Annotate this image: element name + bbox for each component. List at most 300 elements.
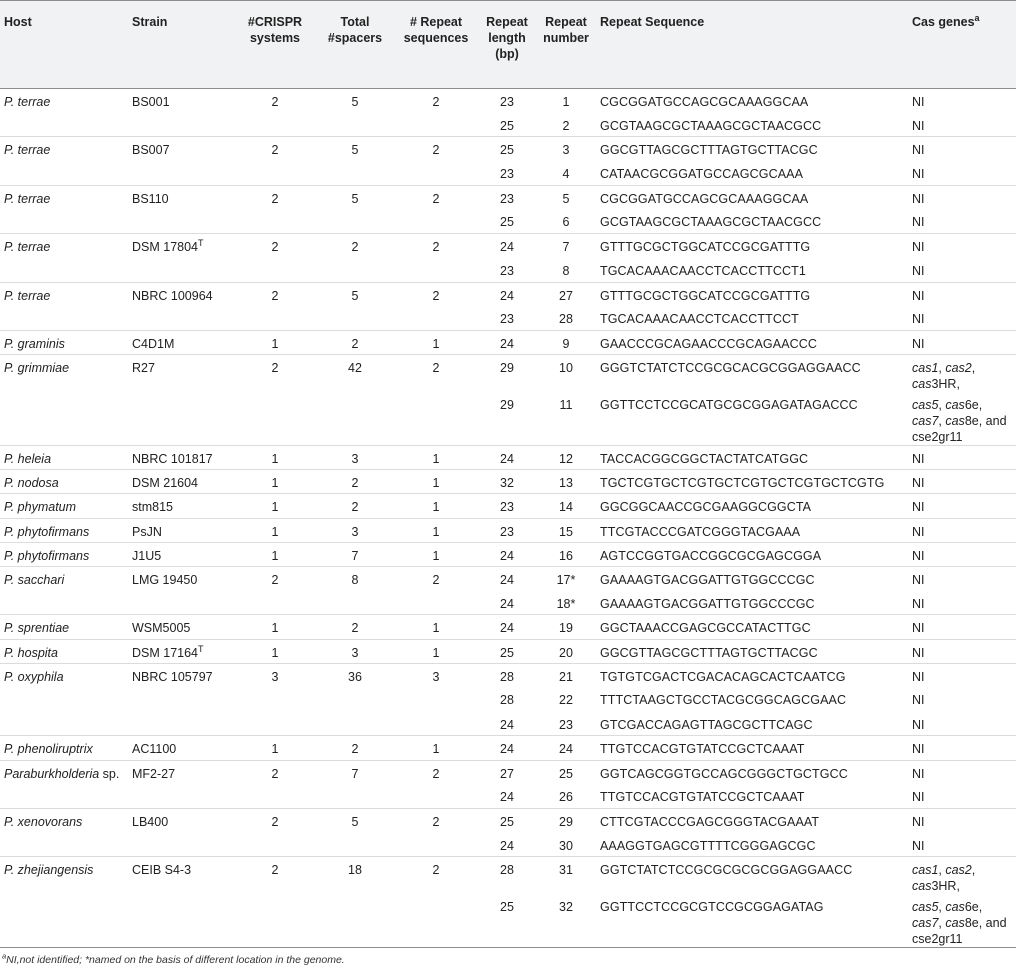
cell-repeat-sequence: TGCACAAACAACCTCACCTTCCT	[600, 312, 799, 327]
cell-strain	[128, 542, 234, 566]
cell-host	[0, 567, 128, 591]
cell-strain	[128, 355, 234, 393]
cell-repeat-number: 23	[559, 717, 573, 732]
cell-strain	[128, 185, 234, 209]
cell-repeat-sequence: TACCACGGCGGCTACTATCATGGC	[596, 446, 908, 470]
strain-name: LMG 19450	[132, 573, 198, 587]
strain-name: DSM 17164	[132, 645, 199, 660]
header-cas-genes	[908, 1, 1016, 89]
host-name: P. sacchari	[4, 573, 65, 587]
cell-crispr-systems: 1	[234, 542, 316, 566]
cell-strain	[128, 470, 234, 494]
cell-empty	[394, 687, 478, 711]
cell-repeat-sequence: GGCGTTAGCGCTTTAGTGCTTACGC	[596, 639, 908, 663]
header-cas-genes-sup: a	[974, 12, 980, 23]
table-bottom-rule	[0, 947, 1016, 948]
cell-empty	[128, 161, 234, 185]
cell-crispr-systems: 3	[234, 663, 316, 687]
cell-total-spacers: 2	[316, 736, 394, 760]
cell-cas-genes: NI	[908, 615, 1016, 639]
table-body	[0, 89, 1016, 948]
cell-total-spacers: 7	[316, 760, 394, 784]
table-row	[0, 161, 1016, 185]
cell-crispr-systems: 1	[234, 446, 316, 470]
table-footnote	[2, 951, 345, 966]
table-row	[0, 591, 1016, 615]
cell-cas-genes: NI	[912, 95, 925, 109]
cell-empty	[128, 258, 234, 282]
strain-name: DSM 17804	[132, 240, 199, 255]
cell-repeat-sequences: 2	[394, 355, 478, 393]
cell-strain	[128, 615, 234, 639]
cell-host	[0, 330, 128, 354]
cell-empty	[234, 784, 316, 808]
cell-repeat-number: 10	[536, 355, 596, 393]
host-name: P. hospita	[4, 645, 58, 660]
cell-repeat-sequences: 1	[394, 639, 478, 663]
strain-name: J1U5	[132, 548, 162, 563]
footnote-sup: a	[2, 951, 7, 961]
cell-repeat-number: 13	[536, 470, 596, 494]
cell-repeat-sequence: TGTGTCGACTCGACACAGCACTCAATCG	[596, 663, 908, 687]
cell-strain	[128, 137, 234, 161]
cell-repeat-sequence: GGTCTATCTCCGCGCGCGCGGAGGAACC	[596, 857, 908, 895]
cell-repeat-length: 28	[500, 693, 514, 708]
cell-repeat-number: 27	[536, 282, 596, 306]
cell-repeat-sequences: 1	[394, 518, 478, 542]
cell-crispr-systems: 1	[234, 470, 316, 494]
cell-cas-genes: NI	[912, 167, 925, 182]
cell-empty	[0, 712, 128, 736]
cell-repeat-sequence: GGCGGCAACCGCGAAGGCGGCTA	[596, 494, 908, 518]
cell-repeat-length: 24	[478, 567, 536, 591]
cell-total-spacers: 2	[316, 470, 394, 494]
table-row	[0, 470, 1016, 494]
strain-type-sup: T	[198, 643, 204, 654]
cell-total-spacers: 8	[316, 567, 394, 591]
table-row	[0, 306, 1016, 330]
strain-name: LB400	[132, 814, 169, 829]
cell-crispr-systems: 1	[234, 330, 316, 354]
table-row	[0, 808, 1016, 832]
cell-repeat-length: 24	[500, 717, 514, 732]
strain-name: AC1100	[132, 742, 177, 757]
table-row	[0, 113, 1016, 137]
strain-name: DSM 21604	[132, 476, 199, 491]
cell-cas-genes: NI	[912, 263, 925, 278]
cell-empty	[316, 209, 394, 233]
strain-name: NBRC 105797	[132, 669, 213, 684]
cell-crispr-systems: 2	[234, 808, 316, 832]
cell-crispr-systems: 2	[234, 760, 316, 784]
cell-total-spacers: 3	[316, 518, 394, 542]
cell-repeat-length: 28	[478, 663, 536, 687]
cell-total-spacers: 5	[351, 95, 359, 109]
table-row	[0, 137, 1016, 161]
cell-repeat-sequence: CTTCGTACCCGAGCGGGTACGAAAT	[596, 808, 908, 832]
cell-total-spacers: 2	[316, 330, 394, 354]
table-row	[0, 567, 1016, 591]
cell-empty	[234, 113, 316, 137]
cell-strain	[128, 234, 234, 258]
cell-repeat-length: 24	[500, 838, 514, 853]
cell-repeat-number: 6	[562, 215, 570, 230]
cell-repeat-number: 4	[562, 167, 570, 182]
header-repeat-sequence: Repeat Sequence	[596, 1, 908, 89]
cell-strain	[128, 330, 234, 354]
host-name: P. grimmiae	[4, 361, 70, 376]
cell-repeat-sequence: TTGTCCACGTGTATCCGCTCAAAT	[596, 736, 908, 760]
cell-repeat-sequence: AAAGGTGAGCGTTTTCGGGAGCGC	[600, 838, 816, 853]
cell-cas-genes: NI	[908, 234, 1016, 258]
cell-cas-genes: NI	[908, 518, 1016, 542]
cell-repeat-length: 24	[500, 790, 514, 805]
cell-host	[0, 234, 128, 258]
table-header	[0, 1, 1016, 89]
table-row	[0, 258, 1016, 282]
table-row	[0, 392, 1016, 446]
cell-host	[0, 639, 128, 663]
cell-empty	[128, 712, 234, 736]
cell-host	[0, 89, 128, 113]
cell-repeat-number: 8	[562, 263, 570, 278]
strain-name: BS007	[132, 143, 170, 158]
cell-repeat-length: 23	[478, 518, 536, 542]
cell-empty	[394, 833, 478, 857]
cell-empty	[394, 306, 478, 330]
cell-empty	[234, 687, 316, 711]
cell-crispr-systems: 1	[234, 615, 316, 639]
cell-repeat-sequence: TTGTCCACGTGTATCCGCTCAAAT	[600, 790, 805, 805]
cell-repeat-length: 27	[478, 760, 536, 784]
cell-cas-genes: NI	[908, 736, 1016, 760]
cell-crispr-systems: 1	[234, 518, 316, 542]
cell-empty	[0, 209, 128, 233]
host-name: P. zhejiangensis	[4, 863, 94, 878]
cell-strain	[128, 760, 234, 784]
cell-repeat-sequences: 2	[394, 234, 478, 258]
cell-crispr-systems: 1	[234, 736, 316, 760]
host-name: P. oxyphila	[4, 669, 64, 684]
table-row	[0, 89, 1016, 113]
cell-repeat-number: 9	[536, 330, 596, 354]
cell-empty	[128, 591, 234, 615]
cell-empty	[0, 687, 128, 711]
host-name: P. phytofirmans	[4, 524, 90, 539]
cell-strain	[128, 89, 234, 113]
cell-cas-genes: NI	[908, 567, 1016, 591]
cell-crispr-systems: 2	[234, 185, 316, 209]
table-row	[0, 833, 1016, 857]
cell-crispr-systems: 2	[271, 95, 279, 109]
cell-repeat-length: 23	[500, 263, 514, 278]
cell-repeat-length: 24	[500, 596, 514, 611]
cell-empty	[316, 712, 394, 736]
cell-host	[0, 137, 128, 161]
cell-repeat-number: 19	[536, 615, 596, 639]
cell-repeat-sequences: 2	[394, 760, 478, 784]
cell-repeat-number: 29	[536, 808, 596, 832]
cell-empty	[0, 392, 128, 446]
cell-empty	[234, 591, 316, 615]
cell-repeat-number: 14	[536, 494, 596, 518]
cell-repeat-length: 25	[500, 215, 514, 230]
cell-cas-genes: NI	[912, 693, 925, 708]
strain-name: stm815	[132, 500, 173, 515]
strain-name: MF2-27	[132, 766, 176, 781]
cell-repeat-number: 20	[536, 639, 596, 663]
cell-repeat-sequences: 1	[394, 470, 478, 494]
cell-empty	[234, 161, 316, 185]
cell-repeat-sequence: GGCGTTAGCGCTTTAGTGCTTACGC	[596, 137, 908, 161]
cell-strain	[128, 518, 234, 542]
cell-repeat-sequences: 1	[394, 446, 478, 470]
cell-empty	[316, 784, 394, 808]
cell-total-spacers: 5	[316, 185, 394, 209]
cell-crispr-systems: 2	[234, 282, 316, 306]
cell-empty	[234, 712, 316, 736]
cell-repeat-sequences: 1	[394, 736, 478, 760]
cell-repeat-length: 24	[478, 330, 536, 354]
header-repeat-number: Repeat number	[536, 1, 596, 89]
cell-repeat-length: 24	[478, 282, 536, 306]
strain-name: PsJN	[132, 524, 162, 539]
cell-crispr-systems: 1	[234, 494, 316, 518]
cell-repeat-length: 29	[500, 398, 514, 413]
cell-total-spacers: 3	[316, 639, 394, 663]
cell-repeat-sequences: 2	[394, 185, 478, 209]
cell-repeat-number: 30	[559, 838, 573, 853]
strain-name: BS001	[132, 95, 170, 109]
cell-repeat-number: 5	[536, 185, 596, 209]
cell-cas-genes: NI	[908, 446, 1016, 470]
cell-empty	[394, 784, 478, 808]
cell-strain	[128, 736, 234, 760]
cell-empty	[234, 306, 316, 330]
cell-repeat-length: 23	[500, 312, 514, 327]
cell-repeat-sequence: TGCACAAACAACCTCACCTTCCT1	[600, 263, 806, 278]
cell-crispr-systems: 2	[234, 234, 316, 258]
cell-repeat-sequence: GTTTGCGCTGGCATCCGCGATTTG	[596, 282, 908, 306]
cell-host	[0, 857, 128, 895]
cell-host	[0, 615, 128, 639]
cell-empty	[394, 258, 478, 282]
cell-empty	[0, 306, 128, 330]
cell-total-spacers: 5	[316, 808, 394, 832]
cell-repeat-sequence: GAACCCGCAGAACCCGCAGAACCC	[596, 330, 908, 354]
cell-empty	[234, 392, 316, 446]
host-name: P. heleia	[4, 452, 52, 467]
cell-repeat-length: 23	[478, 494, 536, 518]
cell-host	[0, 542, 128, 566]
table-row	[0, 494, 1016, 518]
cell-total-spacers: 36	[316, 663, 394, 687]
host-name: P. terrae	[4, 95, 51, 109]
table-row	[0, 639, 1016, 663]
cell-repeat-sequence: CGCGGATGCCAGCGCAAAGGCAA	[600, 95, 809, 109]
cell-strain	[128, 446, 234, 470]
cell-host	[0, 470, 128, 494]
host-name: Paraburkholderia	[4, 766, 100, 781]
table-row	[0, 542, 1016, 566]
cell-cas-genes: NI	[912, 312, 925, 327]
cell-cas-genes: NI	[912, 215, 925, 230]
cell-repeat-sequence: GGTTCCTCCGCGTCCGCGGAGATAG	[600, 900, 824, 915]
table-row	[0, 330, 1016, 354]
cell-repeat-sequence: GGCTAAACCGAGCGCCATACTTGC	[596, 615, 908, 639]
cell-host	[0, 518, 128, 542]
cell-cas-genes: NI	[908, 185, 1016, 209]
cell-empty	[128, 784, 234, 808]
cell-total-spacers: 2	[316, 234, 394, 258]
cell-empty	[128, 113, 234, 137]
cell-host	[0, 185, 128, 209]
cell-host	[0, 355, 128, 393]
cell-host	[0, 663, 128, 687]
cell-cas-genes: NI	[908, 494, 1016, 518]
cell-repeat-sequences: 2	[394, 857, 478, 895]
cell-crispr-systems: 2	[234, 137, 316, 161]
table-row	[0, 857, 1016, 895]
cell-repeat-number: 11	[559, 398, 573, 413]
table-row	[0, 760, 1016, 784]
cell-repeat-sequences: 2	[432, 95, 440, 109]
cell-crispr-systems: 2	[234, 857, 316, 895]
cell-host	[0, 736, 128, 760]
cell-cas-genes: cas1, cas2, cas3HR,	[908, 857, 1016, 895]
cell-empty	[128, 209, 234, 233]
header-repeat-length: Repeat length (bp)	[478, 1, 536, 89]
cell-repeat-number: 32	[559, 900, 573, 915]
cell-repeat-number: 25	[536, 760, 596, 784]
cell-host	[0, 808, 128, 832]
cell-repeat-length: 23	[500, 95, 514, 109]
cell-repeat-sequence: AGTCCGGTGACCGGCGCGAGCGGA	[596, 542, 908, 566]
cell-repeat-sequences: 2	[394, 567, 478, 591]
header-total-spacers: Total #spacers	[316, 1, 394, 89]
table-row	[0, 784, 1016, 808]
host-name: P. graminis	[4, 336, 65, 351]
cell-repeat-length: 24	[478, 736, 536, 760]
header-cas-genes-label: Cas genes	[912, 15, 975, 29]
cell-repeat-length: 25	[500, 900, 514, 915]
cell-host	[0, 760, 128, 784]
cell-repeat-length: 25	[478, 639, 536, 663]
cell-repeat-sequence: TGCTCGTGCTCGTGCTCGTGCTCGTGCTCGTG	[596, 470, 908, 494]
cell-host	[0, 446, 128, 470]
table-row	[0, 894, 1016, 947]
cell-empty	[316, 894, 394, 947]
host-name: P. phytofirmans	[4, 548, 90, 563]
cell-repeat-number: 12	[536, 446, 596, 470]
cell-empty	[394, 591, 478, 615]
cell-cas-genes: NI	[912, 717, 925, 732]
cell-empty	[394, 113, 478, 137]
strain-name: NBRC 101817	[132, 452, 213, 467]
cell-cas-genes: NI	[908, 470, 1016, 494]
cell-cas-genes: NI	[908, 808, 1016, 832]
cell-empty	[0, 113, 128, 137]
host-name: P. xenovorans	[4, 814, 83, 829]
host-name: P. terrae	[4, 143, 51, 158]
cell-repeat-number: 15	[536, 518, 596, 542]
cell-repeat-sequence: GAAAAGTGACGGATTGTGGCCCGC	[596, 567, 908, 591]
table-row	[0, 687, 1016, 711]
cell-total-spacers: 5	[316, 282, 394, 306]
cell-total-spacers: 42	[316, 355, 394, 393]
cell-cas-genes: cas5, cas6e, cas7, cas8e, and cse2gr11	[912, 900, 1007, 947]
cell-repeat-sequence: TTCGTACCCGATCGGGTACGAAA	[596, 518, 908, 542]
cell-strain	[128, 567, 234, 591]
cell-cas-genes: NI	[908, 760, 1016, 784]
header-repeat-sequences: # Repeat sequences	[394, 1, 478, 89]
cell-repeat-length: 29	[478, 355, 536, 393]
cell-empty	[128, 894, 234, 947]
host-name: P. phymatum	[4, 500, 77, 515]
cell-empty	[394, 209, 478, 233]
cell-repeat-sequences: 2	[394, 137, 478, 161]
cell-repeat-sequence: GGTCAGCGGTGCCAGCGGGCTGCTGCC	[596, 760, 908, 784]
strain-name: BS110	[132, 191, 169, 206]
cell-strain	[128, 857, 234, 895]
cell-repeat-number: 16	[536, 542, 596, 566]
cell-total-spacers: 7	[316, 542, 394, 566]
cell-empty	[0, 161, 128, 185]
host-name: P. sprentiae	[4, 621, 70, 636]
cell-repeat-length: 25	[500, 118, 514, 133]
cell-strain	[128, 639, 234, 663]
cell-crispr-systems: 2	[234, 355, 316, 393]
cell-cas-genes: NI	[912, 838, 925, 853]
cell-total-spacers: 2	[316, 494, 394, 518]
cell-repeat-sequence: GCGTAAGCGCTAAAGCGCTAACGCC	[600, 118, 822, 133]
table-row	[0, 736, 1016, 760]
cell-repeat-sequence: TTTCTAAGCTGCCTACGCGGCAGCGAAC	[600, 693, 847, 708]
cell-empty	[316, 687, 394, 711]
cell-repeat-length: 25	[478, 137, 536, 161]
cell-empty	[394, 161, 478, 185]
cell-crispr-systems: 2	[234, 567, 316, 591]
cell-empty	[128, 306, 234, 330]
cell-repeat-sequence: GGGTCTATCTCCGCGCACGCGGAGGAACC	[596, 355, 908, 393]
cell-cas-genes: NI	[908, 330, 1016, 354]
cell-total-spacers: 3	[316, 446, 394, 470]
cell-repeat-length: 24	[478, 542, 536, 566]
table-row	[0, 355, 1016, 393]
host-name: P. phenoliruptrix	[4, 742, 93, 757]
table-row	[0, 209, 1016, 233]
cell-total-spacers: 5	[316, 137, 394, 161]
cell-repeat-number: 3	[536, 137, 596, 161]
cell-empty	[316, 306, 394, 330]
cell-repeat-number: 17*	[536, 567, 596, 591]
cell-empty	[128, 687, 234, 711]
table-row	[0, 185, 1016, 209]
cell-repeat-sequence: CATAACGCGGATGCCAGCGCAAA	[600, 167, 804, 182]
cell-repeat-number: 21	[536, 663, 596, 687]
cell-empty	[128, 833, 234, 857]
cell-repeat-sequence: GAAAAGTGACGGATTGTGGCCCGC	[600, 596, 815, 611]
cell-cas-genes: NI	[912, 118, 925, 133]
strain-name: WSM5005	[132, 621, 191, 636]
cell-empty	[234, 894, 316, 947]
table-row	[0, 615, 1016, 639]
cell-crispr-systems: 1	[234, 639, 316, 663]
cell-repeat-number: 1	[562, 95, 570, 109]
strain-type-sup: T	[198, 237, 204, 248]
cell-repeat-sequences: 2	[394, 282, 478, 306]
cell-empty	[394, 894, 478, 947]
